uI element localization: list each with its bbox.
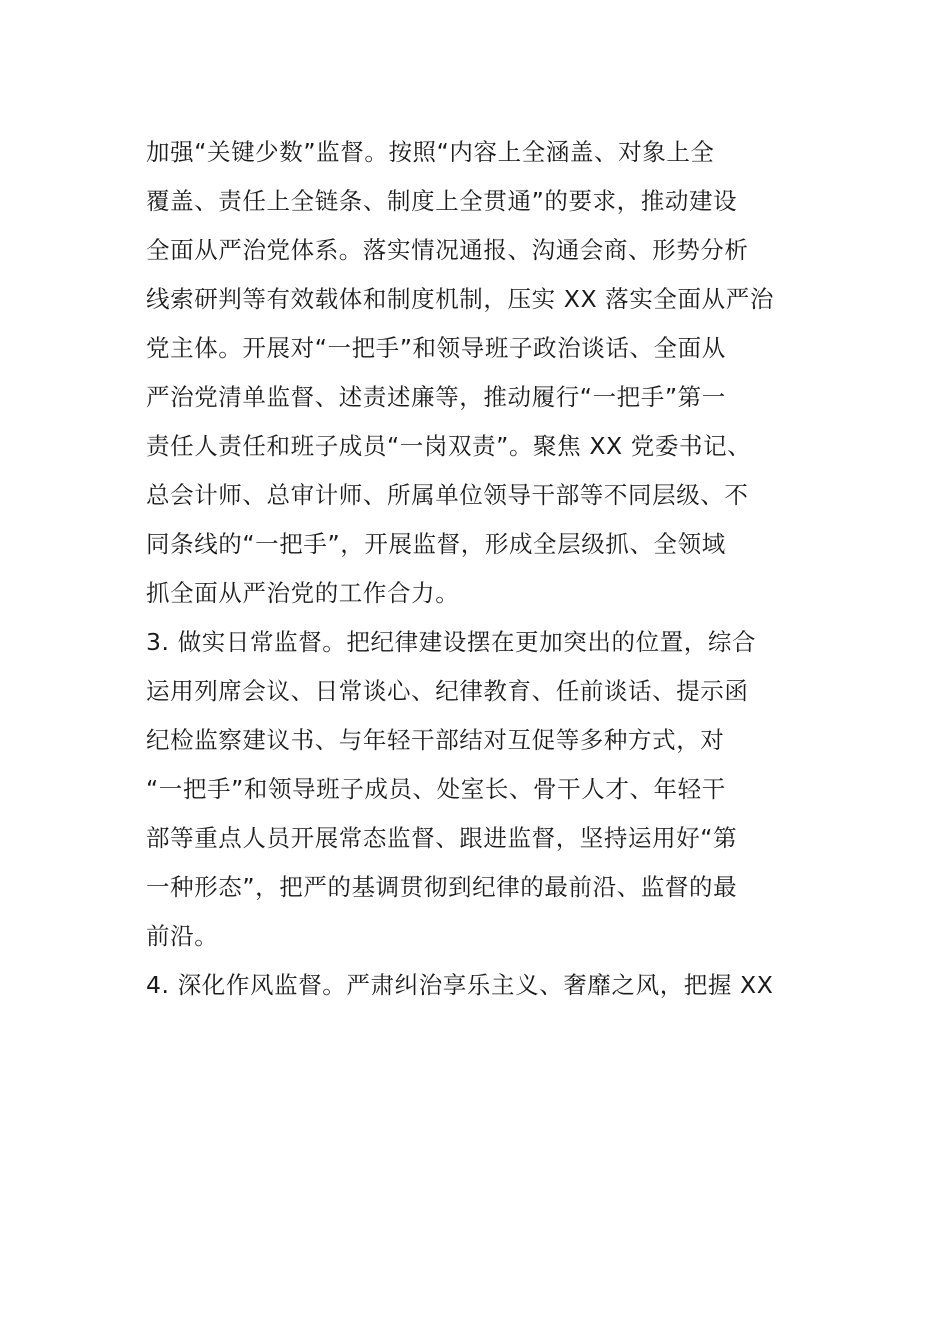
- section-3-heading-line: 3. 做实日常监督。把纪律建设摆在更加突出的位置，综合: [146, 628, 757, 656]
- text-line: 运用列席会议、日常谈心、纪律教育、任前谈话、提示函: [146, 677, 749, 705]
- text-line: 党主体。开展对“一把手”和领导班子政治谈话、全面从: [146, 334, 726, 362]
- text-line: “一把手”和领导班子成员、处室长、骨干人才、年轻干: [146, 775, 726, 803]
- section-4-heading-line: 4. 深化作风监督。严肃纠治享乐主义、奢靡之风，把握 XX: [146, 971, 774, 999]
- text-line: 前沿。: [146, 922, 219, 950]
- text-line: 抓全面从严治党的工作合力。: [146, 579, 460, 607]
- text-line: 全面从严治党体系。落实情况通报、沟通会商、形势分析: [146, 236, 749, 264]
- text-line: 同条线的“一把手”，开展监督，形成全层级抓、全领域: [146, 530, 726, 558]
- text-line: 线索研判等有效载体和制度机制，压实 XX 落实全面从严治: [146, 285, 774, 313]
- text-line: 总会计师、总审计师、所属单位领导干部等不同层级、不: [146, 481, 749, 509]
- text-line: 严治党清单监督、述责述廉等，推动履行“一把手”第一: [146, 383, 726, 411]
- text-line: 一种形态”，把严的基调贯彻到纪律的最前沿、监督的最: [146, 873, 738, 901]
- body-text: [146, 128, 810, 1010]
- text-line: 加强“关键少数”监督。按照“内容上全涵盖、对象上全: [146, 138, 715, 166]
- text-line: 覆盖、责任上全链条、制度上全贯通”的要求，推动建设: [146, 187, 738, 215]
- text-line: 部等重点人员开展常态监督、跟进监督，坚持运用好“第: [146, 824, 738, 852]
- text-line: 纪检监察建议书、与年轻干部结对互促等多种方式，对: [146, 726, 725, 754]
- text-line: 责任人责任和班子成员“一岗双责”。聚焦 XX 党委书记、: [146, 432, 752, 460]
